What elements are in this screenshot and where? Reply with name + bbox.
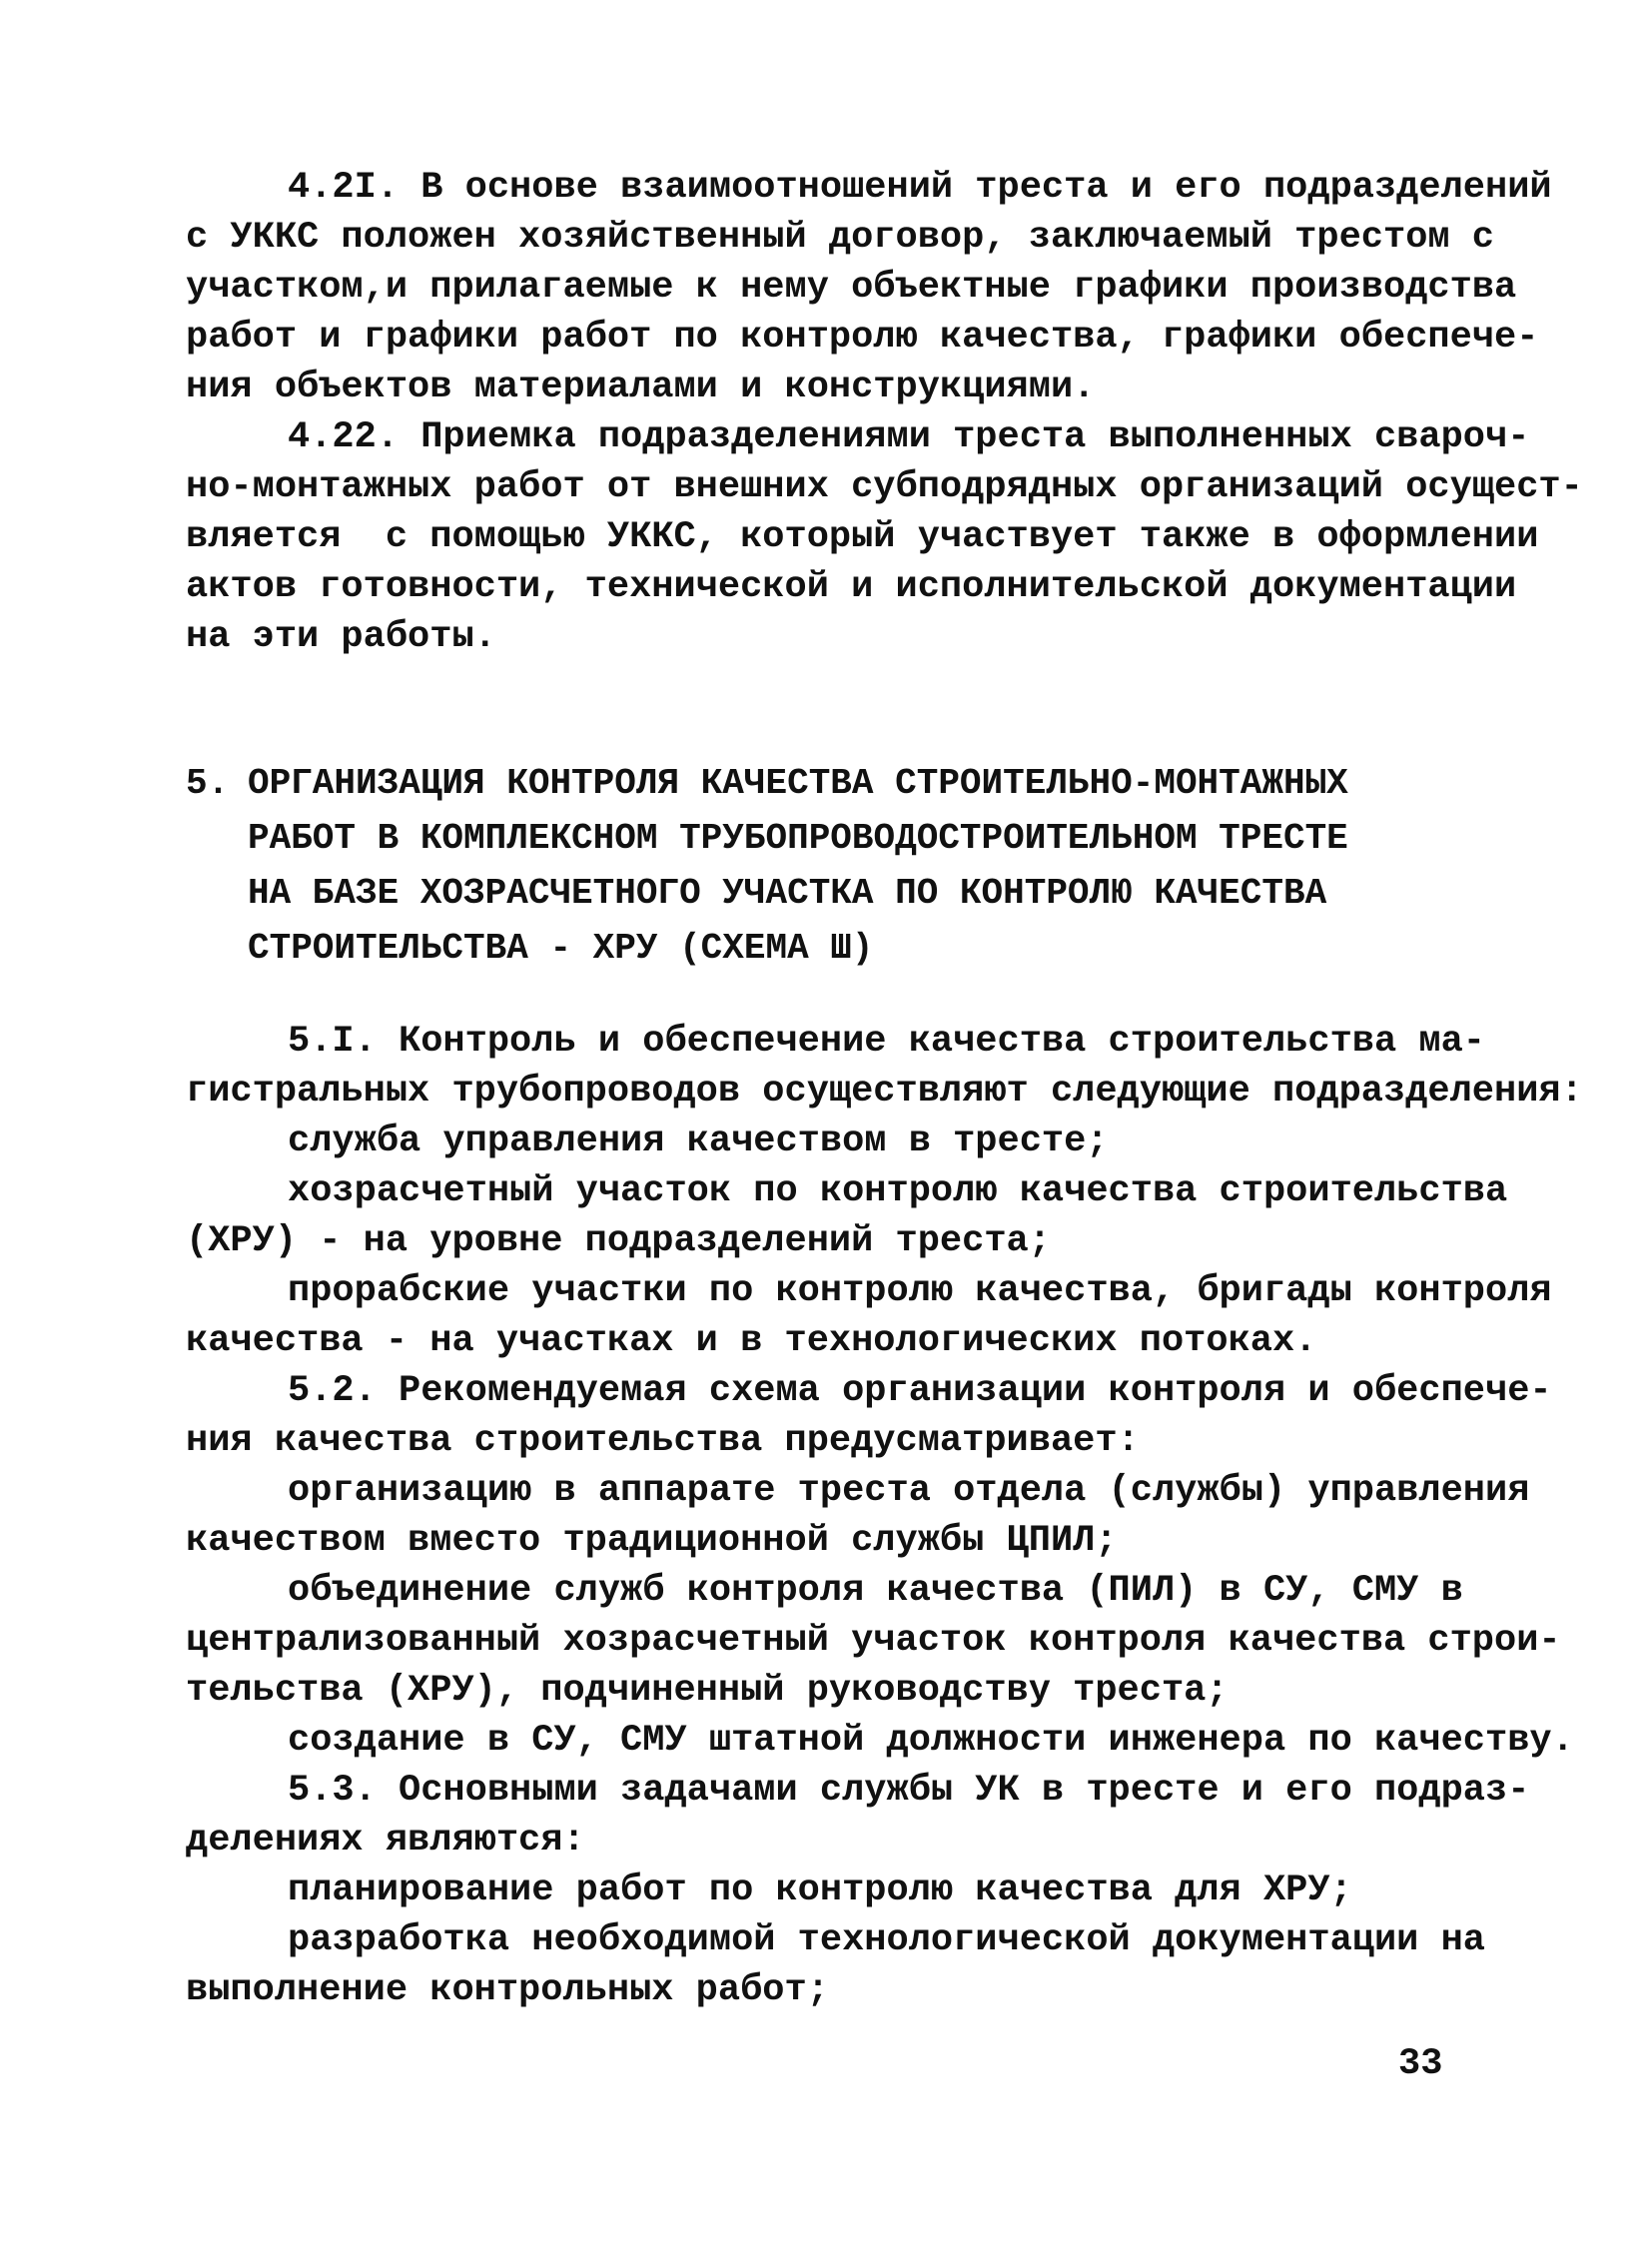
heading-line: РАБОТ В КОМПЛЕКСНОМ ТРУБОПРОВОДОСТРОИТЕЛЬНОМ ТРЕСТЕ (248, 818, 1348, 859)
text-line: создание в СУ, СМУ штатной должности инженера по качеству. (288, 1720, 1574, 1762)
text-line: (ХРУ) - на уровне подразделений треста; (186, 1220, 1051, 1262)
text-line: участком,и прилагаемые к нему объектные графики производства (186, 267, 1517, 309)
text-line: на эти работы. (186, 616, 496, 658)
heading-line: НА БАЗЕ ХОЗРАСЧЕТНОГО УЧАСТКА ПО КОНТРОЛЮ КАЧЕСТВА (248, 873, 1327, 914)
text-line: 4.22. Приемка подразделениями треста выполненных свароч- (288, 416, 1530, 458)
text-line: 5.3. Основными задачами службы УК в тресте и его подраз- (288, 1770, 1530, 1812)
text-line: делениях являются: (186, 1820, 585, 1862)
text-line: прорабские участки по контролю качества, бригады контроля (288, 1270, 1552, 1312)
text-line: разработка необходимой технологической документации на (288, 1919, 1485, 1961)
heading-line: ОРГАНИЗАЦИЯ КОНТРОЛЯ КАЧЕСТВА СТРОИТЕЛЬНО-МОНТАЖНЫХ (248, 763, 1348, 804)
text-line: качеством вместо традиционной службы ЦПИЛ; (186, 1520, 1118, 1562)
text-line: с УККС положен хозяйственный договор, заключаемый трестом с (186, 217, 1495, 259)
heading-line: СТРОИТЕЛЬСТВА - ХРУ (СХЕМА Ш) (248, 928, 874, 969)
text-line: актов готовности, технической и исполнительской документации (186, 566, 1517, 608)
text-line: планирование работ по контролю качества для ХРУ; (288, 1869, 1352, 1911)
text-line: но-монтажных работ от внешних субподрядных организаций осущест- (186, 466, 1583, 508)
text-line: тельства (ХРУ), подчиненный руководству треста; (186, 1670, 1229, 1712)
text-line: организацию в аппарате треста отдела (службы) управления (288, 1470, 1530, 1512)
text-line: вляется с помощью УККС, который участвует также в оформлении (186, 516, 1539, 558)
text-line: хозрасчетный участок по контролю качества строительства (288, 1170, 1508, 1212)
text-line: объединение служб контроля качества (ПИЛ) в СУ, СМУ в (288, 1570, 1463, 1612)
text-line: ния объектов материалами и конструкциями. (186, 367, 1096, 408)
text-line: качества - на участках и в технологических потоках. (186, 1320, 1317, 1362)
text-line: ния качества строительства предусматривает: (186, 1420, 1140, 1462)
text-line: 5.2. Рекомендуемая схема организации контроля и обеспече- (288, 1370, 1552, 1412)
text-line: 4.2I. В основе взаимоотношений треста и его подразделений (288, 167, 1552, 209)
text-line: работ и графики работ по контролю качества, графики обеспече- (186, 317, 1539, 359)
text-line: 5.I. Контроль и обеспечение качества строительства ма- (288, 1021, 1485, 1063)
section-number: 5. (186, 763, 230, 804)
text-line: гистральных трубопроводов осуществляют следующие подразделения: (186, 1071, 1583, 1113)
text-line: централизованный хозрасчетный участок контроля качества строи- (186, 1620, 1561, 1662)
text-line: выполнение контрольных работ; (186, 1969, 829, 2011)
page-number: 33 (1398, 2043, 1443, 2085)
text-line: служба управления качеством в тресте; (288, 1121, 1109, 1162)
